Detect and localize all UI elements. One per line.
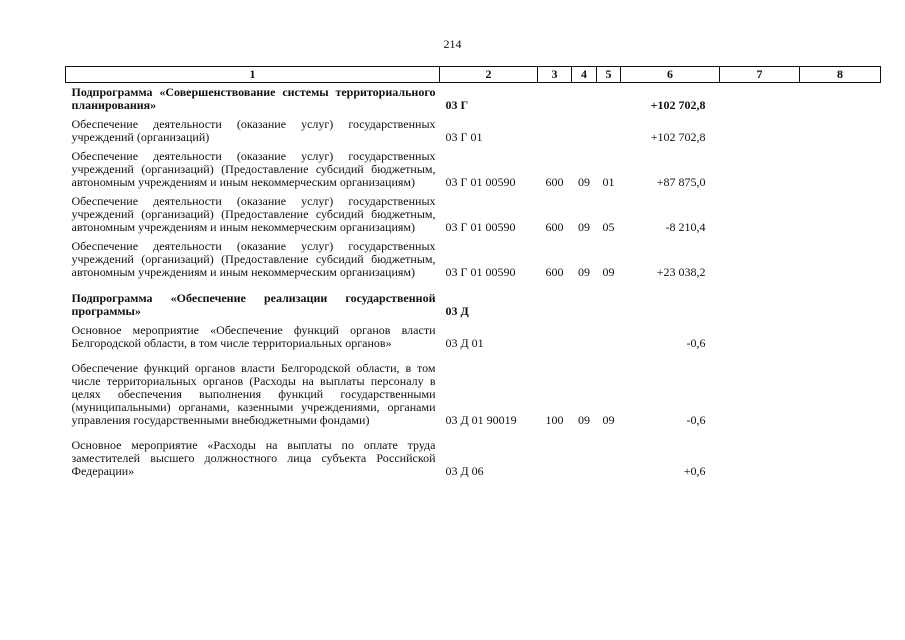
row-col5 xyxy=(597,321,621,353)
table-row xyxy=(66,192,881,237)
table-row xyxy=(66,237,881,282)
row-col3 xyxy=(538,115,572,147)
row-col7 xyxy=(720,147,800,192)
row-description: Обеспечение деятельности (оказание услуг) государственных учреждений (организаций) (Предоставление субсидий бюджетным, автономным учреждениям и иным некоммерческим организациям) xyxy=(71,239,436,279)
row-col7 xyxy=(720,321,800,353)
row-col3 xyxy=(538,83,572,116)
row-col3: 600 xyxy=(545,220,564,234)
row-col3 xyxy=(538,321,572,353)
row-code: 03 Д xyxy=(445,304,469,318)
table-row xyxy=(66,430,881,481)
row-col5: 05 xyxy=(602,220,615,234)
row-col4: 09 xyxy=(578,413,590,427)
row-col5 xyxy=(597,430,621,481)
table-row xyxy=(66,282,881,321)
row-amount: +102 702,8 xyxy=(650,98,706,112)
row-code: 03 Г 01 00590 xyxy=(445,265,516,279)
row-code: 03 Г 01 xyxy=(445,130,483,144)
row-col4: 09 xyxy=(578,220,590,234)
row-description: Обеспечение деятельности (оказание услуг) государственных учреждений (организаций) (Предоставление субсидий бюджетным, автономным учреждениям и иным некоммерческим организациям) xyxy=(71,149,436,189)
row-code: 03 Г 01 00590 xyxy=(445,175,516,189)
row-col5 xyxy=(597,115,621,147)
table-row xyxy=(66,83,881,116)
row-col8 xyxy=(800,192,881,237)
row-description: Подпрограмма «Обеспечение реализации государственной программы» xyxy=(71,291,436,318)
table-header-row xyxy=(66,67,881,83)
row-description: Основное мероприятие «Расходы на выплаты по оплате труда заместителей высшего должностного лица субъекта Российской Федерации» xyxy=(71,438,436,478)
row-col7 xyxy=(720,353,800,430)
column-header-2: 2 xyxy=(440,67,538,83)
budget-table xyxy=(65,66,881,481)
row-col4: 09 xyxy=(578,265,590,279)
table-row xyxy=(66,353,881,430)
row-code: 03 Д 01 xyxy=(445,336,484,350)
column-header-6: 6 xyxy=(621,67,720,83)
row-col8 xyxy=(800,430,881,481)
row-col5: 09 xyxy=(602,413,615,427)
row-amount: +23 038,2 xyxy=(656,265,706,279)
row-amount: +0,6 xyxy=(683,464,706,478)
table-row xyxy=(66,321,881,353)
row-col4 xyxy=(572,321,597,353)
row-col4 xyxy=(572,115,597,147)
table-row xyxy=(66,147,881,192)
row-col4 xyxy=(572,83,597,116)
row-col3 xyxy=(538,282,572,321)
row-col5: 09 xyxy=(602,265,615,279)
column-header-1: 1 xyxy=(66,67,440,83)
row-description: Обеспечение деятельности (оказание услуг) государственных учреждений (организаций) xyxy=(71,117,436,144)
row-amount: -0,6 xyxy=(686,336,706,350)
page-number: 214 xyxy=(443,37,462,51)
row-col4 xyxy=(572,282,597,321)
row-amount xyxy=(621,282,720,321)
row-description: Подпрограмма «Совершенствование системы территориального планирования» xyxy=(71,85,436,112)
row-col3: 600 xyxy=(545,265,564,279)
row-col7 xyxy=(720,430,800,481)
row-col3 xyxy=(538,430,572,481)
row-code: 03 Г xyxy=(445,98,469,112)
row-col7 xyxy=(720,237,800,282)
row-col5: 01 xyxy=(602,175,615,189)
row-col5 xyxy=(597,282,621,321)
row-col7 xyxy=(720,83,800,116)
column-header-5: 5 xyxy=(597,67,621,83)
row-description: Обеспечение функций органов власти Белгородской области, в том числе территориальных органов (Расходы на выплаты персоналу в целях обеспечения выполнения функций государственными (муниципальными) органами, казенными учреждениями, органами управления государственными внебюджетными фондами) xyxy=(71,361,436,427)
row-code: 03 Д 06 xyxy=(445,464,484,478)
row-col8 xyxy=(800,353,881,430)
column-header-8: 8 xyxy=(800,67,881,83)
row-col7 xyxy=(720,192,800,237)
row-description: Обеспечение деятельности (оказание услуг) государственных учреждений (организаций) (Предоставление субсидий бюджетным, автономным учреждениям и иным некоммерческим организациям) xyxy=(71,194,436,234)
row-col8 xyxy=(800,147,881,192)
row-col8 xyxy=(800,115,881,147)
row-code: 03 Д 01 90019 xyxy=(445,413,517,427)
row-col3: 100 xyxy=(545,413,564,427)
row-col8 xyxy=(800,282,881,321)
column-header-3: 3 xyxy=(538,67,572,83)
row-col5 xyxy=(597,83,621,116)
table-row xyxy=(66,115,881,147)
row-col8 xyxy=(800,83,881,116)
row-col8 xyxy=(800,237,881,282)
column-header-4: 4 xyxy=(572,67,597,83)
row-amount: -8 210,4 xyxy=(665,220,706,234)
row-col7 xyxy=(720,115,800,147)
row-amount: -0,6 xyxy=(686,413,706,427)
row-col4: 09 xyxy=(578,175,590,189)
column-header-7: 7 xyxy=(720,67,800,83)
row-col4 xyxy=(572,430,597,481)
row-col7 xyxy=(720,282,800,321)
row-col8 xyxy=(800,321,881,353)
row-code: 03 Г 01 00590 xyxy=(445,220,516,234)
row-description: Основное мероприятие «Обеспечение функций органов власти Белгородской области, в том числе территориальных органов» xyxy=(71,323,436,350)
row-col3: 600 xyxy=(545,175,564,189)
row-amount: +87 875,0 xyxy=(656,175,706,189)
row-amount: +102 702,8 xyxy=(650,130,706,144)
